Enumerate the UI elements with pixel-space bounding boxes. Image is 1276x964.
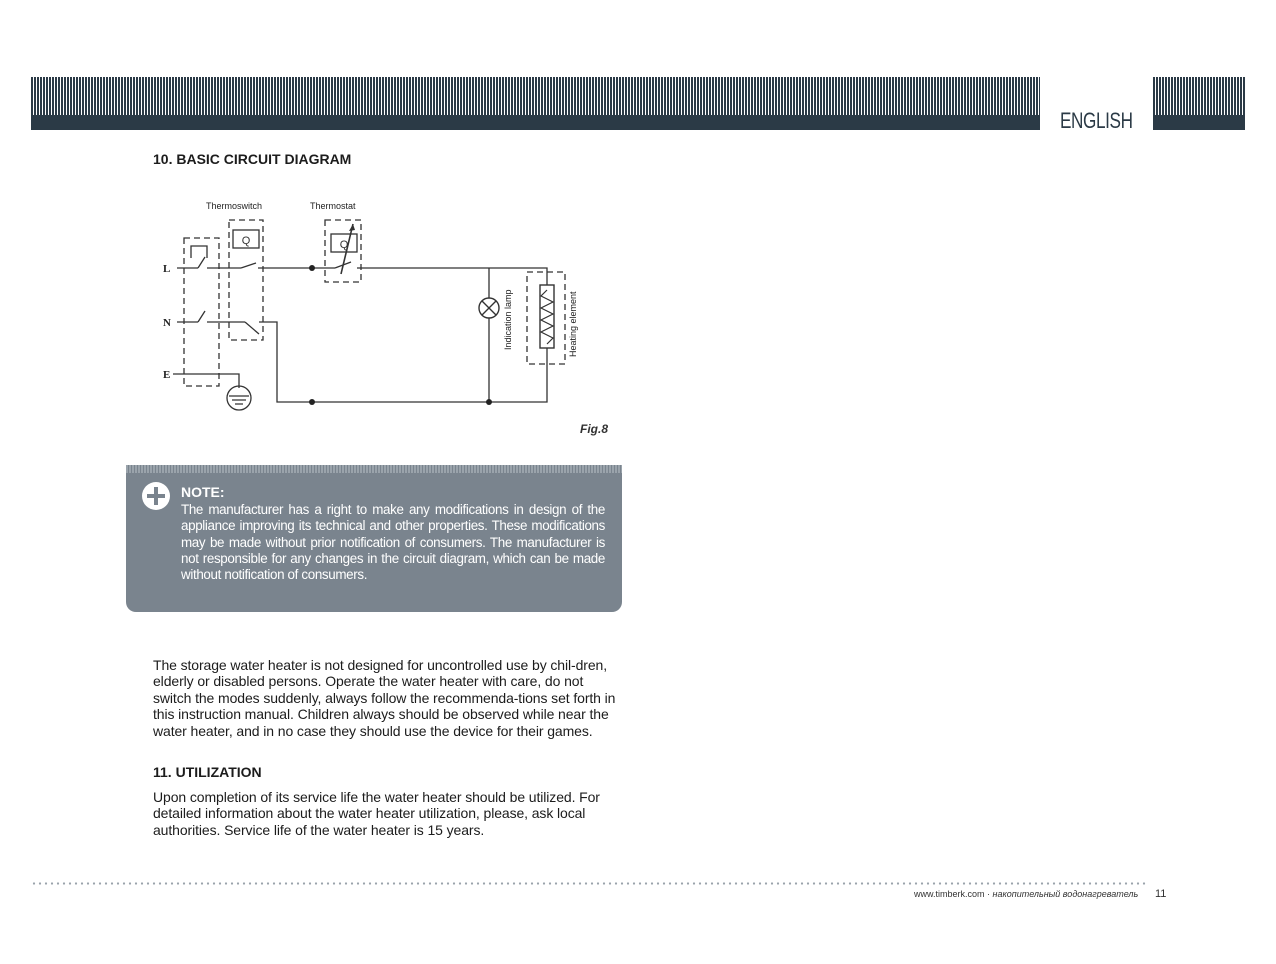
figure-caption: Fig.8 <box>580 422 609 436</box>
footer-separator: · <box>987 889 991 899</box>
terminal-n-label: N <box>163 317 171 329</box>
terminal-e-label: E <box>163 369 171 381</box>
thermoswitch-symbol: Q <box>241 235 251 247</box>
usage-warning-paragraph: The storage water heater is not designed for uncontrolled use by chil-dren, elderly or disabled persons. Operate the water heater with care, do not switch the modes suddenly, always follow the recommenda-tions set forth in this instruction manual. Children always should be observed while near the water heater, and in no case they should use the device for their games. <box>153 657 616 739</box>
thermostat-label: Thermostat <box>310 201 356 211</box>
switch-boxes <box>191 230 357 258</box>
thermoswitch-label: Thermoswitch <box>206 201 263 211</box>
section-10-heading: 10. BASIC CIRCUIT DIAGRAM <box>153 151 352 167</box>
header-bar-left <box>31 77 1040 130</box>
footer-dotted-divider <box>31 882 1147 885</box>
utilization-paragraph: Upon completion of its service life the water heater should be utilized. For detailed information about the water heater utilization, please, ask local authorities. Service life of the water heater is 15 years. <box>153 789 600 838</box>
note-title: NOTE: <box>181 484 225 500</box>
footer-site: www.timberk.com <box>914 889 985 899</box>
footer-product-name: накопительный водонагреватель <box>992 889 1139 899</box>
note-stripe <box>126 465 622 473</box>
indication-lamp-label: Indication lamp <box>503 289 513 350</box>
footer-text <box>914 889 1138 899</box>
terminal-l-label: L <box>163 263 171 275</box>
circuit-diagram <box>155 182 615 422</box>
note-text: The manufacturer has a right to make any modifications in design of the appliance improving its technical and other properties. These modifications may be made without prior notification of consumers. The manufacturer is not responsible for any changes in the circuit diagram, which can be made without notification of consumers. <box>181 502 605 583</box>
language-label: ENGLISH <box>1060 108 1133 133</box>
page-number: 11 <box>1155 888 1167 900</box>
header-bar-right <box>1153 77 1245 130</box>
plus-icon <box>142 482 170 510</box>
junction-dots <box>309 265 492 405</box>
ground-symbol <box>227 386 251 410</box>
section-11-heading: 11. UTILIZATION <box>153 764 262 780</box>
lamp-symbol <box>479 298 499 318</box>
note-box <box>126 465 622 612</box>
thermostat-symbol: Q <box>339 239 349 251</box>
heating-element-label: Heating element <box>568 291 578 357</box>
